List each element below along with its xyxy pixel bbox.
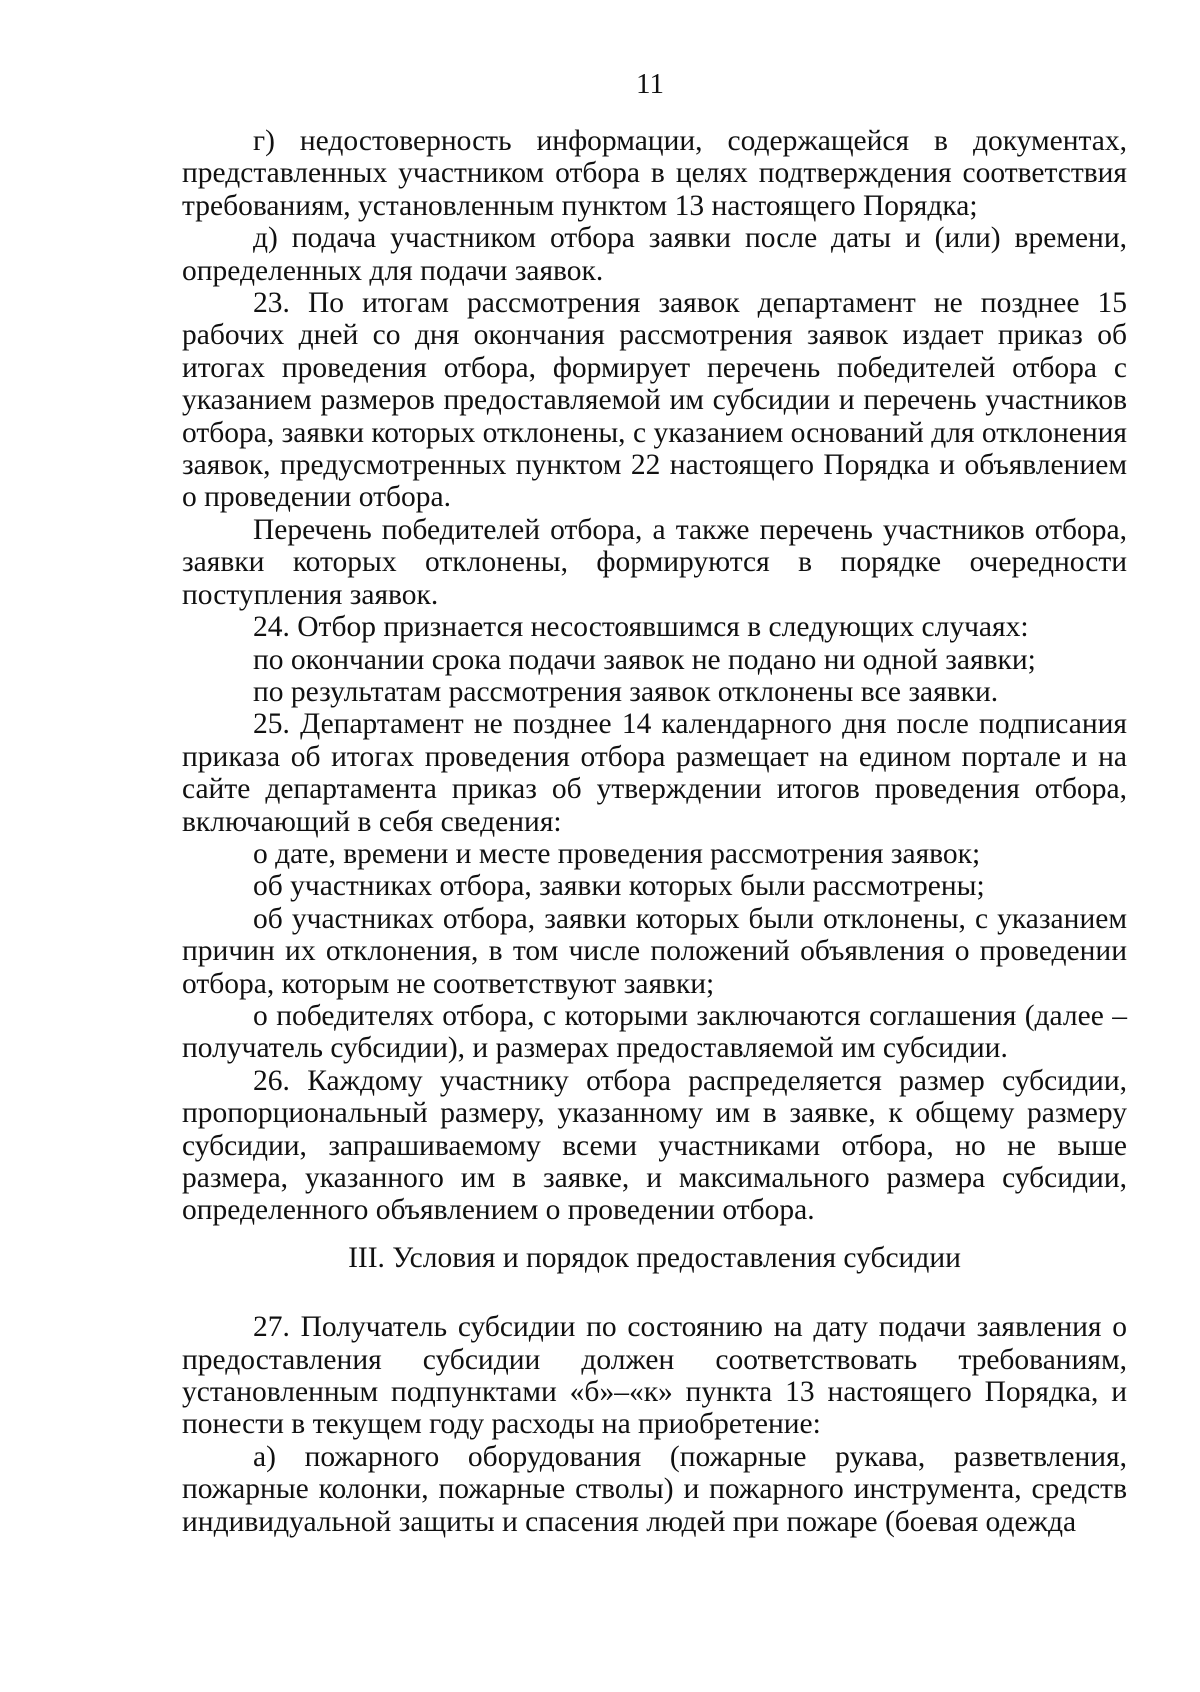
heading-spacer-top xyxy=(182,1227,1127,1242)
paragraph-24: 24. Отбор признается несостоявшимся в следующих случаях: xyxy=(253,611,1029,644)
paragraph-item-d: д) подача участником отбора заявки после даты и (или) времени, определенных для подачи заявок. xyxy=(182,222,1127,287)
paragraph-item-g: г) недостоверность информации, содержащейся в документах, представленных участником отбора в целях подтверждения соответствия требованиям, установленным пунктом 13 настоящего Порядка; xyxy=(182,125,1127,222)
paragraph-25-item-2: об участниках отбора, заявки которых были рассмотрены; xyxy=(253,870,985,903)
paragraph-25-item-3: об участниках отбора, заявки которых были отклонены, с указанием причин их отклонения, в том числе положений объявления о проведении отбора, которым не соответствуют заявки; xyxy=(182,902,1127,1000)
paragraph-24-case-2: по результатам рассмотрения заявок отклонены все заявки. xyxy=(253,675,999,708)
page-number: 11 xyxy=(636,68,664,100)
paragraph-26: 26. Каждому участнику отбора распределяется размер субсидии, пропорциональный размеру, указанному им в заявке, к общему размеру субсидии, запрашиваемому всеми участниками отбора, но не выше размера, указанного им в заявке, и максимального размера субсидии, определенного объявлением о проведении отбора. xyxy=(182,1064,1127,1227)
paragraph-25-item-4: о победителях отбора, с которыми заключаются соглашения (далее – получатель субсидии), и размерах предоставляемой им субсидии. xyxy=(182,999,1127,1065)
paragraph-23-winners-list: Перечень победителей отбора, а также перечень участников отбора, заявки которых отклонены, формируются в порядке очередности поступления заявок. xyxy=(182,513,1127,611)
paragraph-24-case-1: по окончании срока подачи заявок не подано ни одной заявки; xyxy=(253,643,1036,676)
paragraph-27: 27. Получатель субсидии по состоянию на дату подачи заявления о предоставления субсидии должен соответствовать требованиям, установленным подпунктами «б»–«к» пункта 13 настоящего Порядка, и понести в текущем году расходы на приобретение: xyxy=(182,1311,1127,1441)
paragraph-25: 25. Департамент не позднее 14 календарного дня после подписания приказа об итогах проведения отбора размещает на едином портале и на сайте департамента приказ об утверждении итогов проведения отбора, включающий в себя сведения: xyxy=(182,708,1127,838)
heading-spacer-bottom xyxy=(182,1274,1127,1311)
document-body xyxy=(182,125,1127,1538)
paragraph-27-item-a: а) пожарного оборудования (пожарные рукава, разветвления, пожарные колонки, пожарные стволы) и пожарного инструмента, средств индивидуальной защиты и спасения людей при пожаре (боевая одежда xyxy=(182,1440,1127,1538)
paragraph-23: 23. По итогам рассмотрения заявок департамент не позднее 15 рабочих дней со дня окончания рассмотрения заявок издает приказ об итогах проведения отбора, формирует перечень победителей отбора с указанием размеров предоставляемой им субсидии и перечень участников отбора, заявки которых отклонены, с указанием оснований для отклонения заявок, предусмотренных пунктом 22 настоящего Порядка и объявлением о проведении отбора. xyxy=(182,287,1127,514)
section-heading: III. Условия и порядок предоставления субсидии xyxy=(348,1241,961,1274)
paragraph-25-item-1: о дате, времени и месте проведения рассмотрения заявок; xyxy=(253,837,981,870)
